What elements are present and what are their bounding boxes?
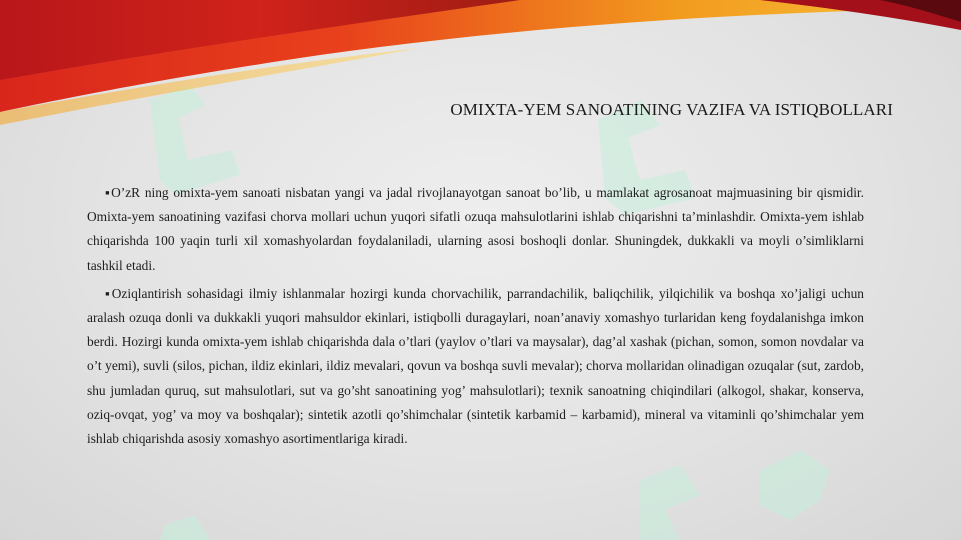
paragraph-text: Oziqlantirish sohasidagi ilmiy ishlanmalar hozirgi kunda chorvachilik, parrandachilik, baliqchilik, yilqichilik va boshqa xo’jaligi uchun aralash ozuqa donli va dukkakli yuqori mahsuldor ekinlari, istiqbolli duragaylari, noan’anaviy xomashyo turlaridan keng foydalanishga imkon berdi. Hozirgi kunda omixta-yem ishlab chiqarishda dala o’tlari (yaylov o’tlari va maysalar), dag’al xashak (pichan, somon, somon novdalar va o’t yemi), suvli (silos, pichan, ildiz ekinlari, ildiz mevalari, qovun va boshqa suvli mevalar); chorva mollaridan olinadigan ozuqalar (sut, zardob, shu jumladan quruq, sut mahsulotlari, sut va go’sht sanoatining yog’ mahsulotlari); texnik sanoatning chiqindilari (alkogol, shakar, konserva, oziq-ovqat, yog’ va moy va boshqalar); sintetik azotli qo’shimchalar (sintetik karbamid – karbamid), mineral va vitaminli qo’shimchalar yem ishlab chiqarishda asosiy xomashyo asortimentlariga kiradi. <box>87 285 865 447</box>
slide-body <box>87 181 864 455</box>
paragraph-2 <box>87 282 864 451</box>
bullet-icon: ▪ <box>105 285 112 301</box>
slide-title: OMIXTA-YEM SANOATINING VAZIFA VA ISTIQBOLLARI <box>450 100 893 119</box>
paragraph-text: O’zR ning omixta-yem sanoati nisbatan yangi va jadal rivojlanayotgan sanoat bo’lib, u mamlakat agrosanoat majmuasining bir qismidir. Omixta-yem sanoatining vazifasi chorva mollari uchun yuqori sifatli ozuqa mahsulotlarini ishlab chiqarishni ta’minlashdir. Omixta-yem ishlab chiqarishda 100 yaqin turli xil xomashyolardan foydalaniladi, ularning asosi boshoqli donlar. Shuningdek, dukkakli va moyli o’simliklarni tashkil etadi. <box>87 185 864 273</box>
bullet-icon: ▪ <box>105 185 112 200</box>
paragraph-1 <box>87 181 864 278</box>
